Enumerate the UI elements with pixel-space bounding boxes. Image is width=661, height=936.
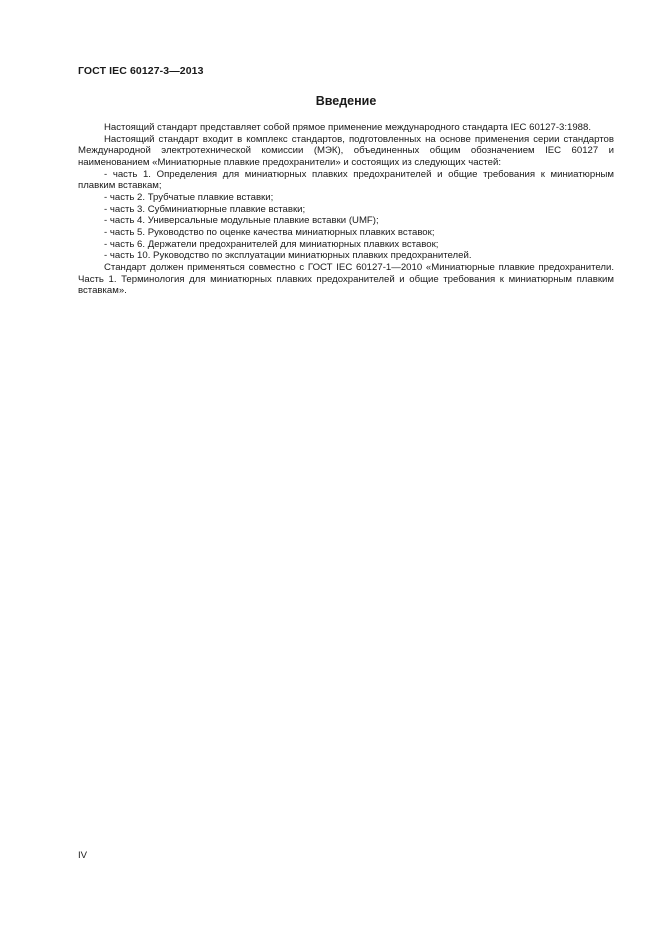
list-item: - часть 4. Универсальные модульные плавкие вставки (UMF); (104, 215, 379, 227)
list-item: - часть 1. Определения для миниатюрных плавких предохранителей и общие требования к миниатюрным плавким вставкам; (78, 168, 614, 192)
list-item: - часть 10. Руководство по эксплуатации миниатюрных плавких предохранителей. (104, 250, 472, 262)
paragraph-scope: Настоящий стандарт представляет собой прямое применение международного стандарта IEC 60127-3:1988. (104, 122, 592, 133)
standard-code-header: ГОСТ IEC 60127-3—2013 (78, 65, 204, 77)
list-item: - часть 2. Трубчатые плавкие вставки; (104, 191, 274, 203)
list-item: - часть 5. Руководство по оценке качества миниатюрных плавких вставок; (104, 226, 435, 238)
page-number: IV (78, 850, 88, 861)
list-item: - часть 3. Субминиатюрные плавкие вставки; (104, 203, 306, 215)
section-title: Введение (315, 94, 377, 108)
body-text (78, 122, 614, 297)
paragraph-usage: Стандарт должен применяться совместно с ГОСТ IEC 60127-1—2010 «Миниатюрные плавкие предохранители. Часть 1. Терминология для миниатюрных плавких предохранителей и общие требования к миниатюрным плавким вставкам». (78, 261, 614, 297)
paragraph-series: Настоящий стандарт входит в комплекс стандартов, подготовленных на основе применения серии стандартов Международной электротехнической комиссии (МЭК), объединенных общим обозначением IEC 60127 и наименованием «Миниатюрные плавкие предохранители» и состоящих из следующих частей: (78, 133, 614, 168)
list-item: - часть 6. Держатели предохранителей для миниатюрных плавких вставок; (104, 238, 439, 250)
